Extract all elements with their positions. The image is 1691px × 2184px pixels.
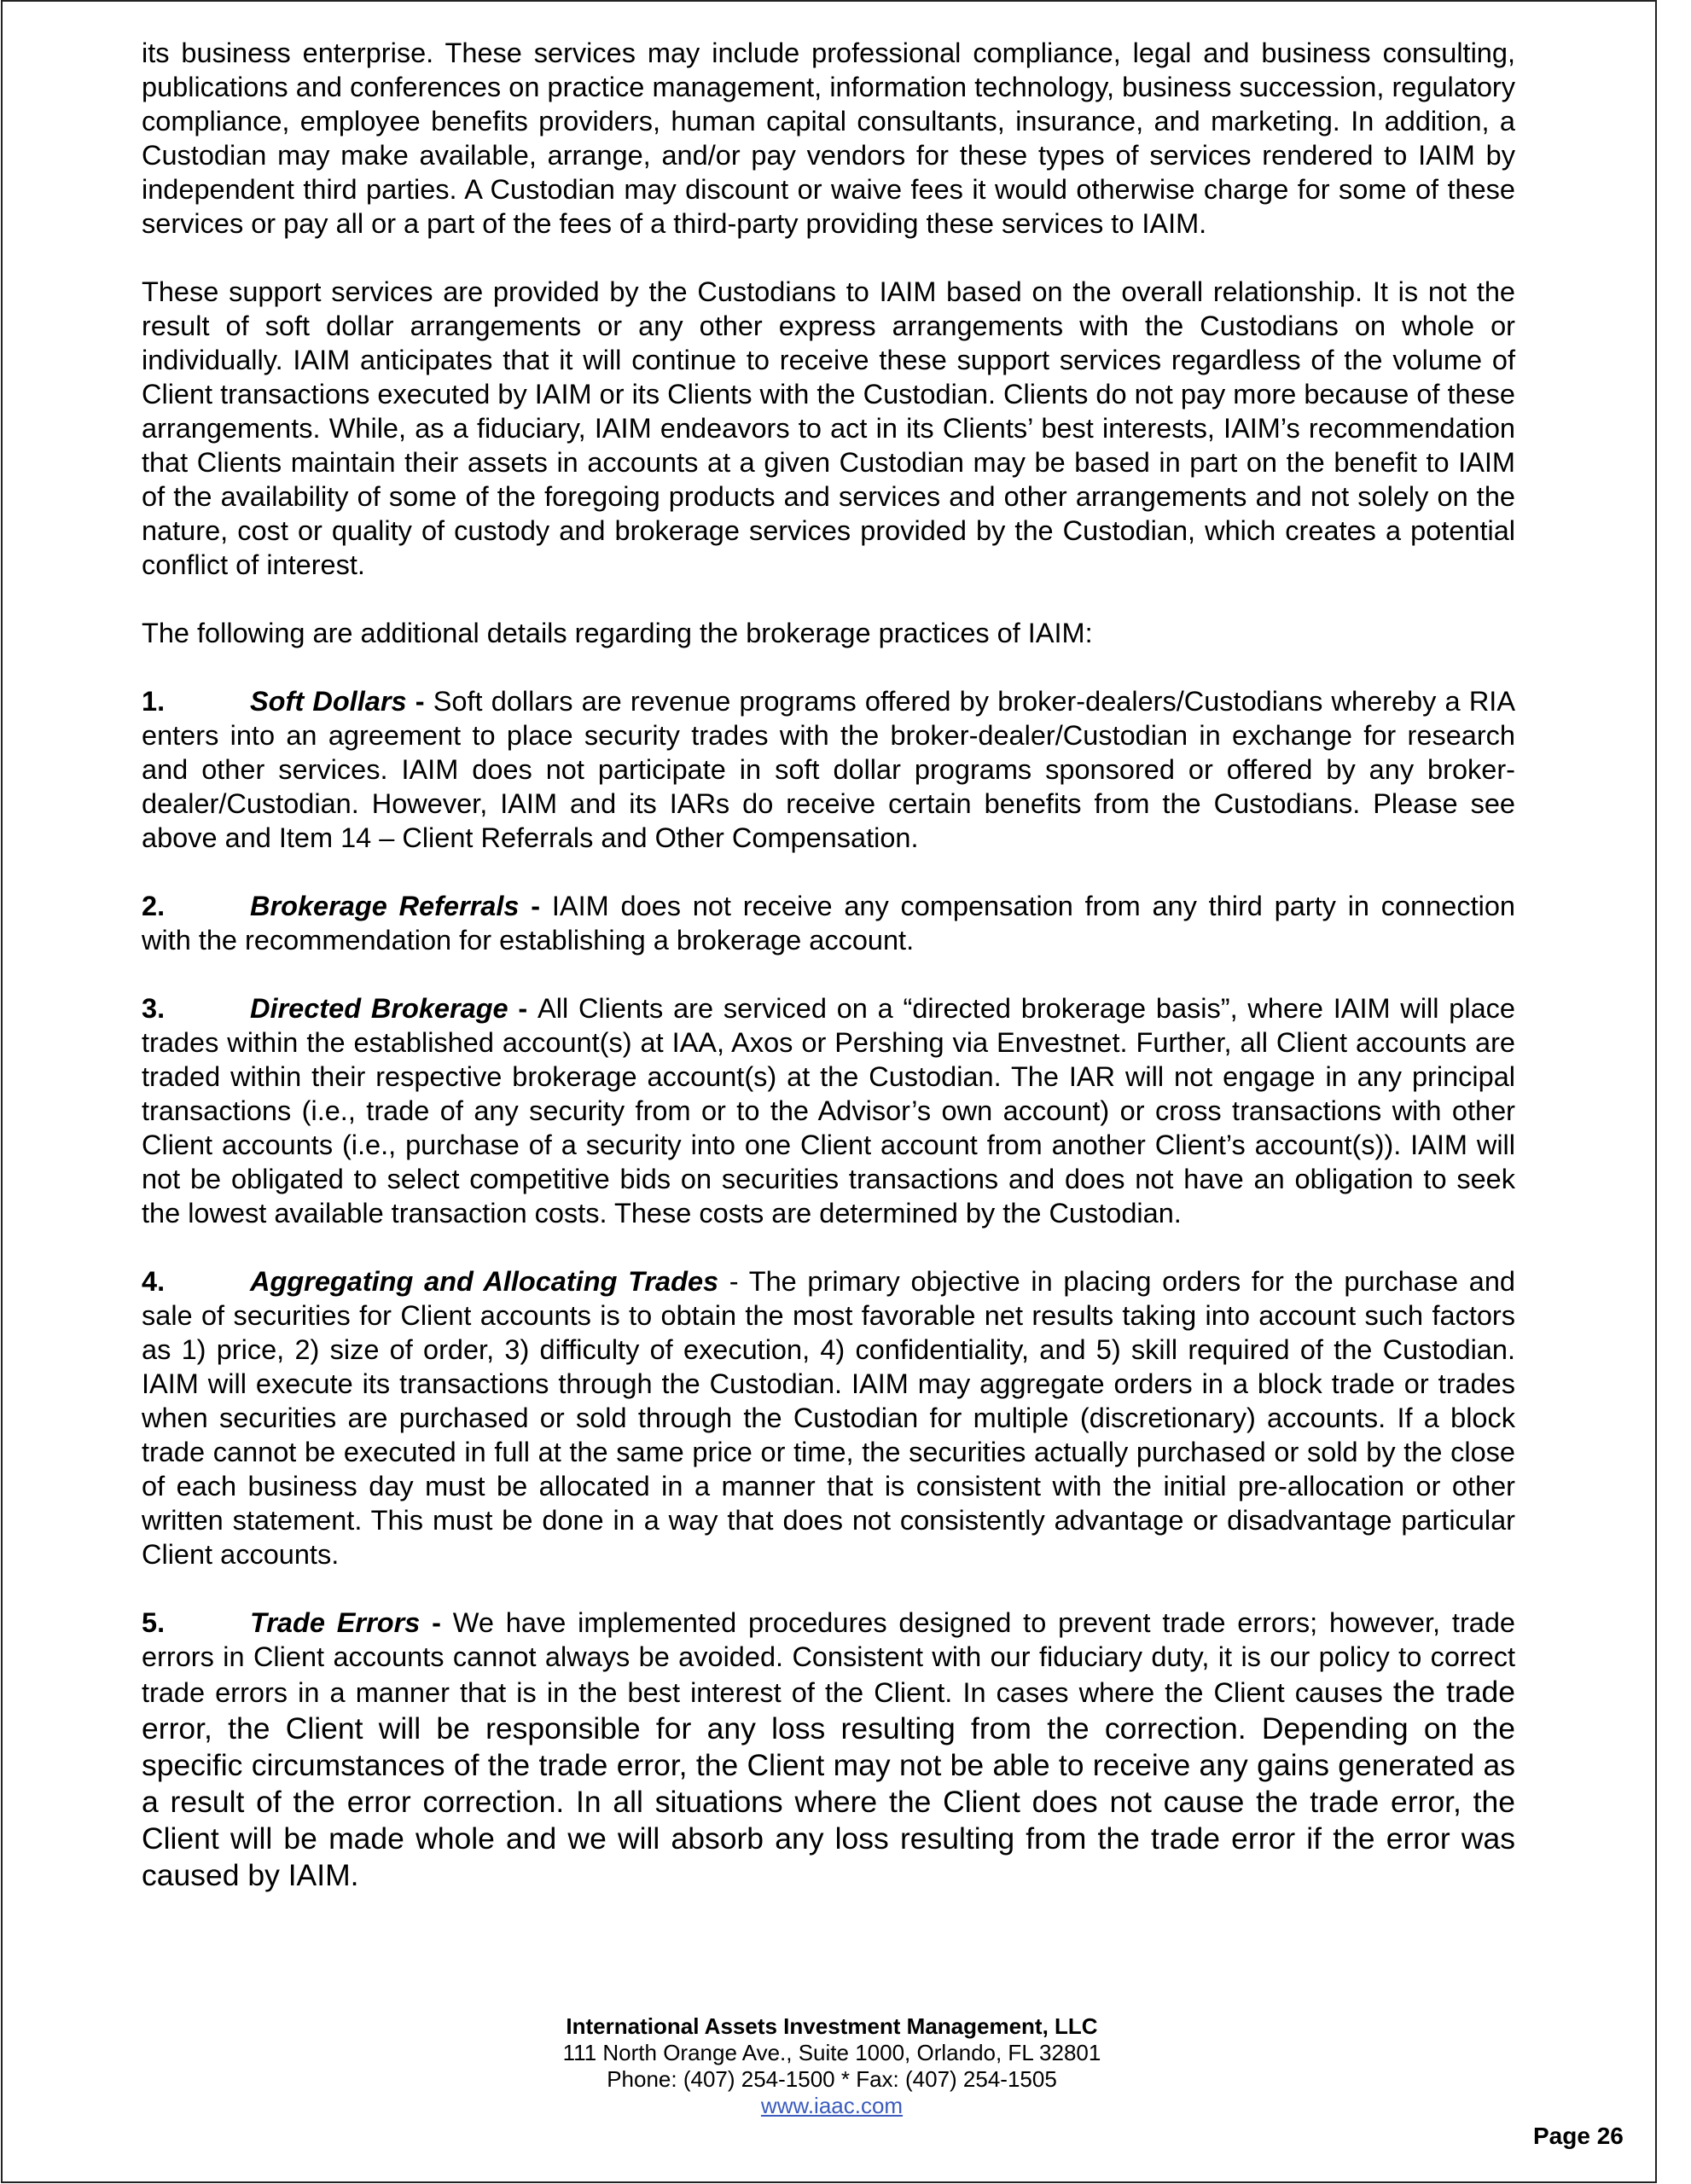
item-soft-dollars — [142, 684, 1515, 855]
item-brokerage-referrals — [142, 889, 1515, 957]
item-text: The primary objective in placing orders for the purchase and sale of securities for Client accounts is to obtain the most favorable net results taking into account such factors as 1) price, 2) size of order, 3) difficulty of execution, 4) confidentiality, and 5) skill required of the Custodian. IAIM will execute its transactions through the Custodian. IAIM may aggregate orders in a block trade or trades when securities are purchased or sold through the Custodian for multiple (discretionary) accounts. If a block trade cannot be executed in full at the same price or time, the securities actually purchased or sold by the close of each business day must be allocated in a manner that is consistent with the initial pre-allocation or other written statement. This must be done in a way that does not consistently advantage or disadvantage particular Client accounts. — [142, 1266, 1516, 1570]
item-title: Aggregating and Allocating Trades — [250, 1266, 719, 1297]
support-services-paragraph: These support services are provided by the Custodians to IAIM based on the overall relationship. It is not the result of soft dollar arrangements or any other express arrangements with the Custodians on whole or individually. IAIM anticipates that it will continue to receive these support services regardless of the volume of Client transactions executed by IAIM or its Clients with the Custodian. Clients do not pay more because of these arrangements. While, as a fiduciary, IAIM endeavors to act in its Clients’ best interests, IAIM’s recommendation that Clients maintain their assets in accounts at a given Custodian may be based in part on the benefit to IAIM of the availability of some of the foregoing products and services and other arrangements and not solely on the nature, cost or quality of custody and brokerage services provided by the Custodian, which creates a potential conflict of interest. — [142, 276, 1515, 580]
item-dash: - — [519, 891, 552, 921]
item-number: 2. — [142, 891, 166, 921]
item-text: Soft dollars are revenue programs offered by broker-dealers/Custodians whereby a RIA enters into an agreement to place security trades with the broker-dealer/Custodian in exchange for research and other services. IAIM does not participate in soft dollar programs sponsored or offered by any broker-dealer/Custodian. However, IAIM and its IARs do receive certain benefits from the Custodians. Please see above and Item 14 – Client Referrals and Other Compensation. — [142, 686, 1515, 853]
footer-company-name: International Assets Investment Management, LLC — [566, 2013, 1098, 2039]
footer-website-link[interactable]: www.iaac.com — [760, 2093, 904, 2118]
item-number: 4. — [142, 1266, 166, 1297]
lead-in-paragraph: The following are additional details regarding the brokerage practices of IAIM: — [142, 618, 1093, 648]
item-dash: - — [508, 993, 538, 1024]
item-title: Brokerage Referrals — [250, 891, 520, 921]
item-number: 3. — [142, 993, 166, 1024]
item-dash: - — [420, 1607, 453, 1638]
item-number: 1. — [142, 686, 166, 717]
item-text: All Clients are serviced on a “directed brokerage basis”, where IAIM will place trades within the established account(s) at IAA, Axos or Pershing via Envestnet. Further, all Client accounts are traded within their respective brokerage account(s) at the Custodian. The IAR will not engage in any principal transactions (i.e., trade of any security from or to the Advisor’s own account) or cross transactions with other Client accounts (i.e., purchase of a security into one Client account from another Client’s account(s)). IAIM will not be obligated to select competitive bids on securities transactions and does not have an obligation to seek the lowest available transaction costs. These costs are determined by the Custodian. — [142, 993, 1515, 1228]
item-trade-errors — [142, 1606, 1515, 1894]
item-text-large: the trade error, the Client will be responsible for any loss resulting from the correction. Depending on the specific circumstances of the trade error, the Client may not be able to receive any gains generated as a result of the error correction. In all situations where the Client does not cause the trade error, the Client will be made whole and we will absorb any loss resulting from the trade error if the error was caused by IAIM. — [142, 1675, 1516, 1892]
page-footer — [0, 2013, 1664, 2119]
item-title: Directed Brokerage — [250, 993, 508, 1024]
item-text: We have implemented procedures designed to prevent trade errors; however, trade errors in Client accounts cannot always be avoided. Consistent with our fiduciary duty, it is our policy to correct trade errors in a manner that is in the best interest of the Client. In cases where the Client causes — [142, 1607, 1515, 1708]
item-title: Trade Errors — [250, 1607, 421, 1638]
item-dash: - — [406, 686, 433, 717]
document-body — [142, 36, 1515, 1928]
item-aggregating-allocating-trades — [142, 1264, 1515, 1571]
intro-paragraph: its business enterprise. These services may include professional compliance, legal and business consulting, publications and conferences on practice management, information technology, business succession, regulatory compliance, employee benefits providers, human capital consultants, insurance, and marketing. In addition, a Custodian may make available, arrange, and/or pay vendors for these types of services rendered to IAIM by independent third parties. A Custodian may discount or waive fees it would otherwise charge for some of these services or pay all or a part of the fees of a third-party providing these services to IAIM. — [142, 38, 1515, 239]
footer-address: 111 North Orange Ave., Suite 1000, Orlando, FL 32801 — [562, 2040, 1101, 2065]
item-directed-brokerage — [142, 991, 1515, 1230]
item-text: IAIM does not receive any compensation from any third party in connection with the recommendation for establishing a brokerage account. — [142, 891, 1515, 956]
item-dash: - — [718, 1266, 749, 1297]
page-number: Page 26 — [1533, 2123, 1624, 2149]
item-title: Soft Dollars — [250, 686, 407, 717]
item-number: 5. — [142, 1607, 166, 1638]
footer-phone-fax: Phone: (407) 254-1500 * Fax: (407) 254-1505 — [607, 2066, 1057, 2092]
